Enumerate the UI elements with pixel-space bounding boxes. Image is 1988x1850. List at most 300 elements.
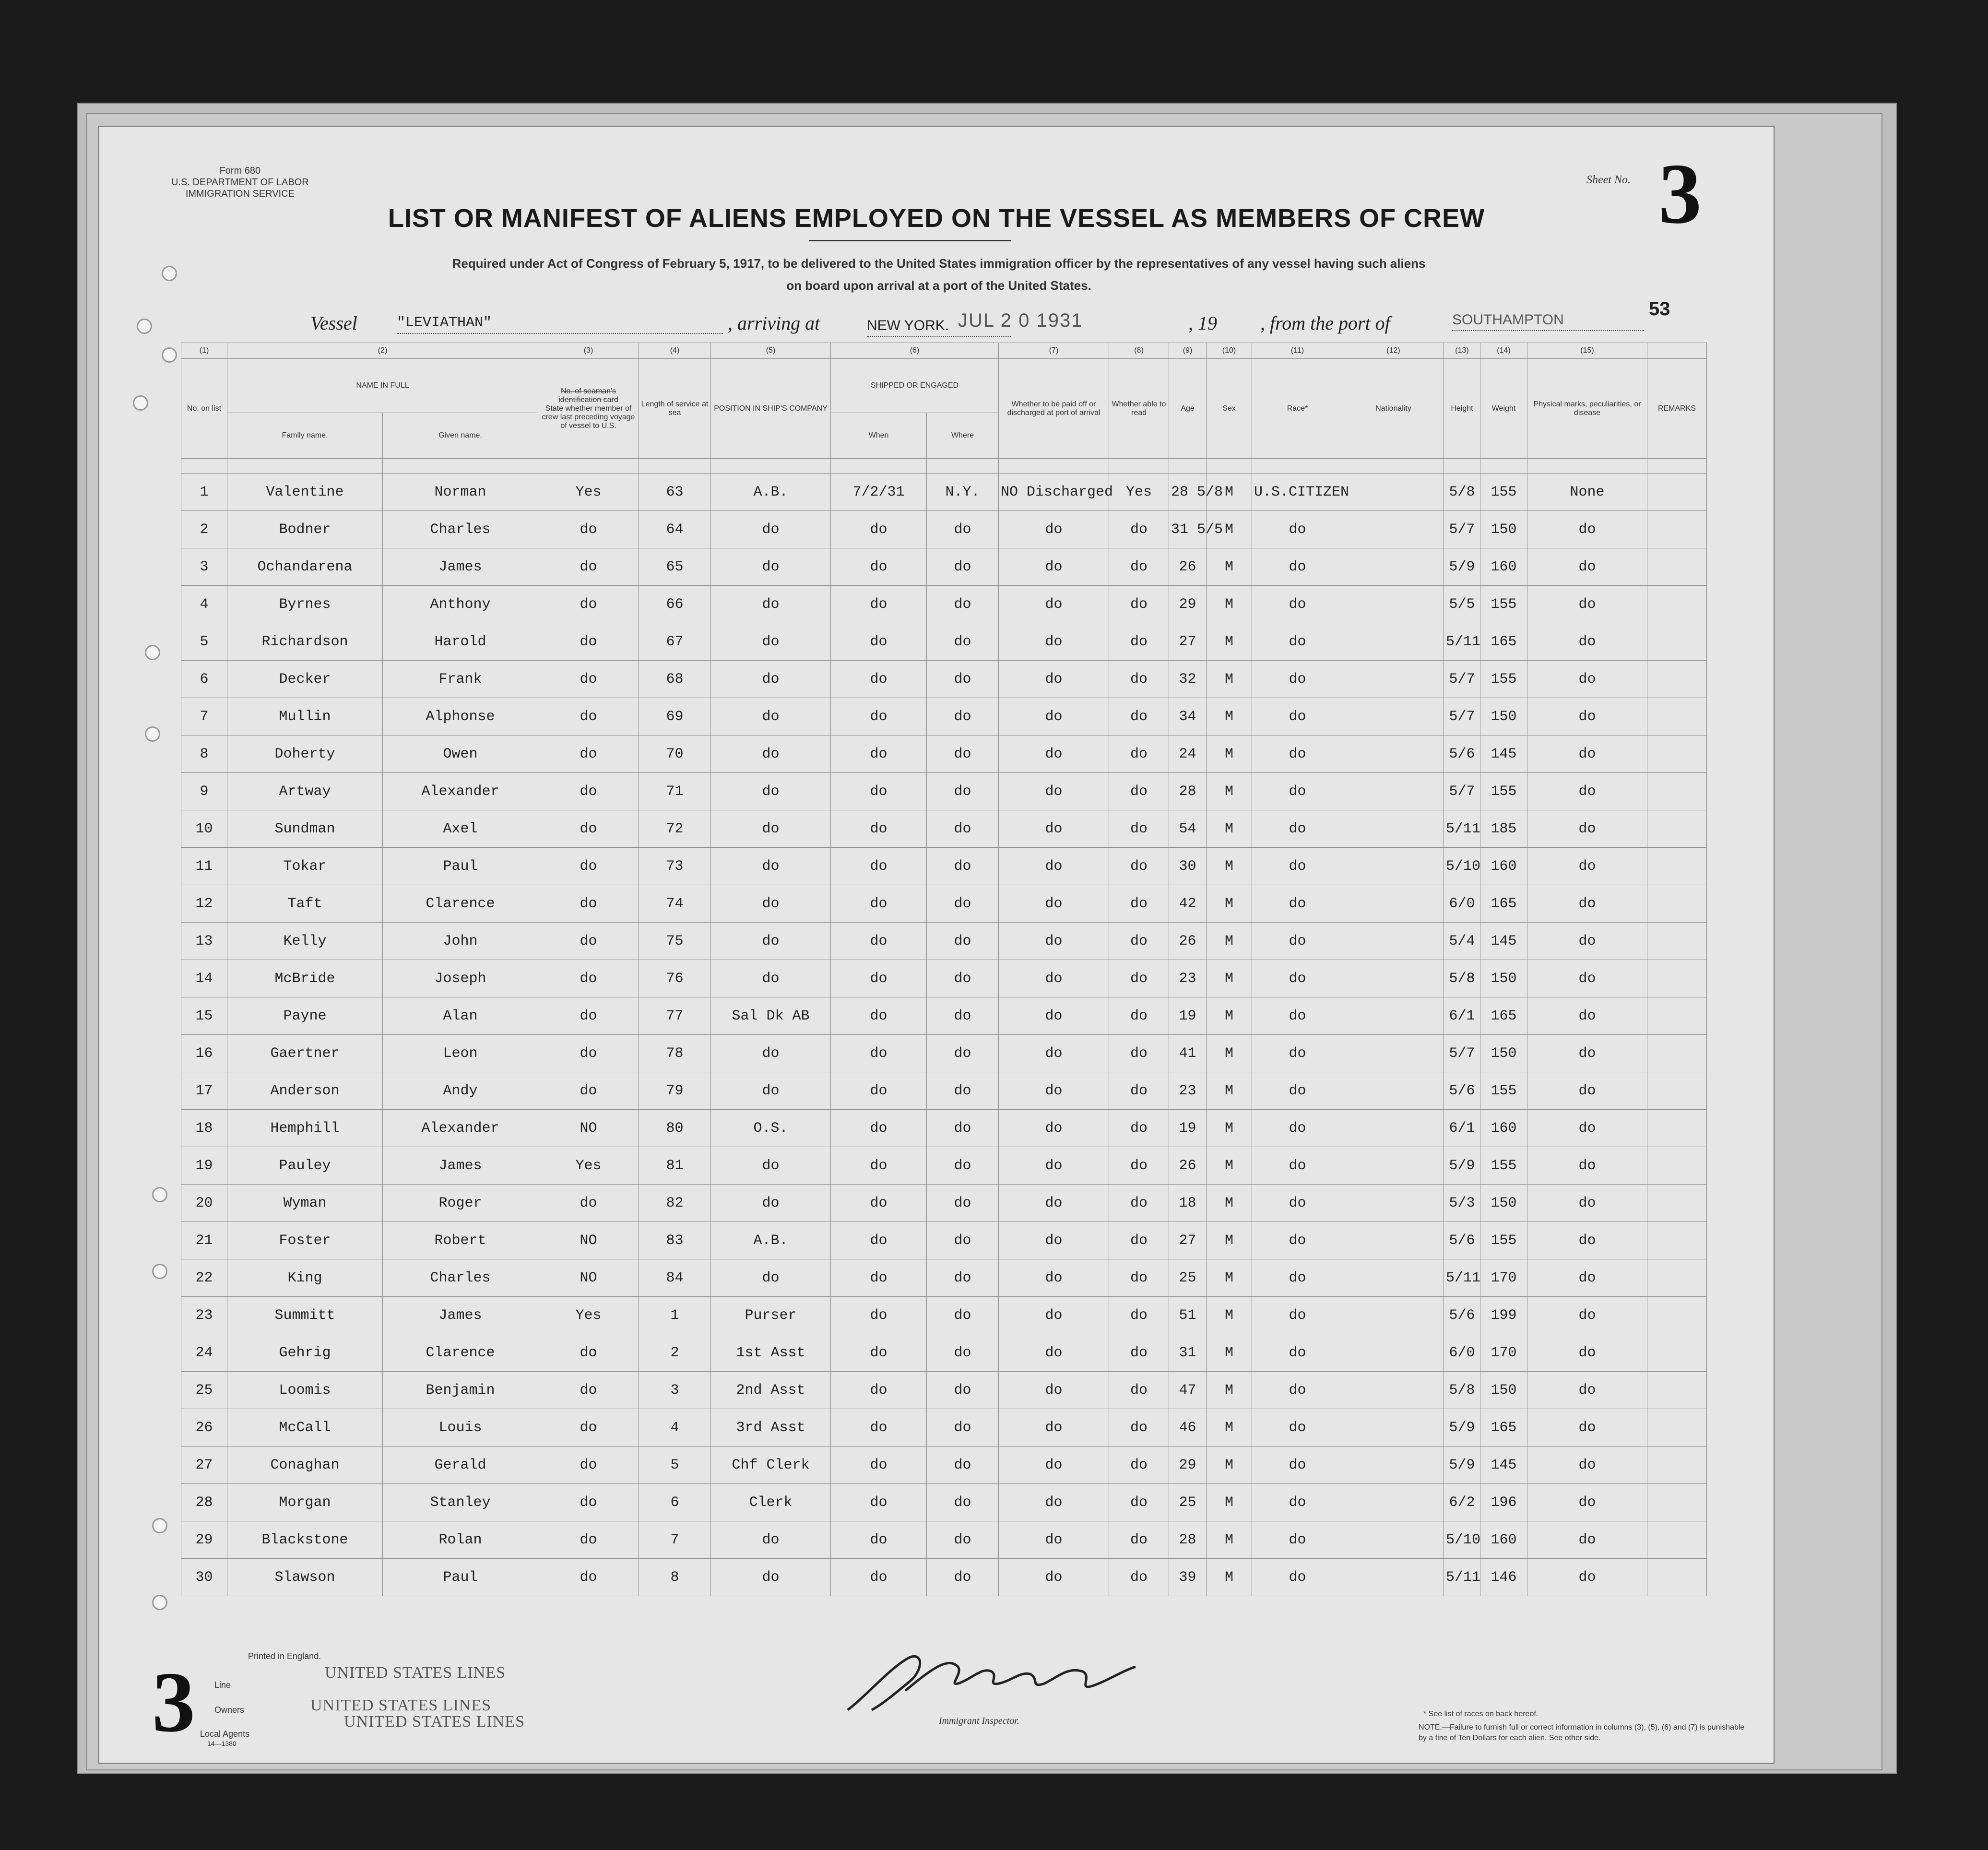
service-length-cell: 84 [639, 1259, 711, 1297]
table-row [181, 773, 1707, 810]
column-header-row [181, 359, 1707, 413]
remarks-cell [1647, 623, 1707, 661]
shipped-where-cell: do [927, 623, 999, 661]
shipped-where-cell: do [927, 1035, 999, 1072]
shipped-when-cell: do [831, 548, 927, 586]
nationality-cell [1343, 923, 1444, 960]
shipped-where-cell: do [927, 1259, 999, 1297]
position-cell: do [711, 1259, 831, 1297]
family-name-cell: Morgan [227, 1484, 383, 1521]
table-row [181, 997, 1707, 1035]
age-cell: 18 [1169, 1185, 1207, 1222]
row-number-cell: 16 [181, 1035, 227, 1072]
family-name-cell: Anderson [227, 1072, 383, 1110]
fine-note: NOTE.—Failure to furnish full or correct information in columns (3), (5), (6) and (7) is punishable by a fine of Ten Dollars for each alien. See other side. [1419, 1723, 1745, 1742]
remarks-cell [1647, 1409, 1707, 1447]
position-cell: do [711, 511, 831, 548]
shipped-when-cell: do [831, 997, 927, 1035]
page-title: LIST OR MANIFEST OF ALIENS EMPLOYED ON THE VESSEL AS MEMBERS OF CREW [388, 204, 1485, 233]
race-cell: do [1252, 960, 1343, 997]
paid-off-cell: do [999, 810, 1109, 848]
physical-marks-cell: do [1527, 997, 1647, 1035]
weight-cell: 150 [1480, 1372, 1527, 1409]
punch-hole [162, 347, 177, 363]
remarks-cell [1647, 1297, 1707, 1334]
height-cell: 5/4 [1444, 923, 1480, 960]
height-cell: 5/7 [1444, 511, 1480, 548]
previous-voyage-cell: do [538, 810, 639, 848]
row-number-cell: 20 [181, 1185, 227, 1222]
height-cell: 5/9 [1444, 1447, 1480, 1484]
header-no-on-list: No. on list [181, 359, 227, 459]
physical-marks-cell: do [1527, 586, 1647, 623]
service-length-cell: 4 [639, 1409, 711, 1447]
sex-cell: M [1207, 997, 1252, 1035]
crew-table-body [181, 459, 1707, 1596]
previous-voyage-cell: do [538, 548, 639, 586]
family-name-cell: Gehrig [227, 1334, 383, 1372]
able-to-read-cell: do [1109, 810, 1169, 848]
weight-cell: 196 [1480, 1484, 1527, 1521]
year-label: , 19 [1188, 312, 1217, 334]
header-nationality: Nationality [1343, 359, 1444, 459]
table-row [181, 1147, 1707, 1185]
able-to-read-cell: do [1109, 1110, 1169, 1147]
nationality-cell [1343, 1559, 1444, 1596]
shipped-when-cell: do [831, 698, 927, 735]
height-cell: 6/0 [1444, 1334, 1480, 1372]
column-number-row [181, 343, 1707, 359]
shipped-where-cell: do [927, 1297, 999, 1334]
sex-cell: M [1207, 1484, 1252, 1521]
footer-sheet-number: 3 [152, 1654, 195, 1750]
age-cell: 26 [1169, 1147, 1207, 1185]
position-cell: do [711, 1147, 831, 1185]
given-name-cell: Andy [383, 1072, 538, 1110]
weight-cell: 150 [1480, 960, 1527, 997]
sex-cell: M [1207, 1072, 1252, 1110]
nationality-cell [1343, 474, 1444, 511]
shipped-where-cell: do [927, 1372, 999, 1409]
family-name-cell: Slawson [227, 1559, 383, 1596]
age-cell: 19 [1169, 997, 1207, 1035]
physical-marks-cell: do [1527, 511, 1647, 548]
paid-off-cell: do [999, 923, 1109, 960]
table-row [181, 810, 1707, 848]
family-name-cell: Summitt [227, 1297, 383, 1334]
family-name-cell: Artway [227, 773, 383, 810]
race-cell: do [1252, 923, 1343, 960]
able-to-read-cell: do [1109, 1409, 1169, 1447]
physical-marks-cell: do [1527, 1521, 1647, 1559]
physical-marks-cell: do [1527, 1484, 1647, 1521]
line-stamp: UNITED STATES LINES [325, 1664, 506, 1682]
previous-voyage-cell: do [538, 661, 639, 698]
physical-marks-cell: do [1527, 1110, 1647, 1147]
remarks-cell [1647, 885, 1707, 923]
service-length-cell: 68 [639, 661, 711, 698]
age-cell: 39 [1169, 1559, 1207, 1596]
physical-marks-cell: do [1527, 885, 1647, 923]
shipped-when-cell: do [831, 1521, 927, 1559]
family-name-cell: Sundman [227, 810, 383, 848]
row-number-cell: 25 [181, 1372, 227, 1409]
remarks-cell [1647, 735, 1707, 773]
nationality-cell [1343, 885, 1444, 923]
nationality-cell [1343, 1484, 1444, 1521]
row-number-cell: 18 [181, 1110, 227, 1147]
shipped-where-cell: do [927, 586, 999, 623]
col-num: (13) [1444, 343, 1480, 359]
weight-cell: 146 [1480, 1559, 1527, 1596]
remarks-cell [1647, 1035, 1707, 1072]
service-length-cell: 78 [639, 1035, 711, 1072]
height-cell: 5/10 [1444, 1521, 1480, 1559]
race-cell: do [1252, 997, 1343, 1035]
service-length-cell: 65 [639, 548, 711, 586]
paid-off-cell: do [999, 1147, 1109, 1185]
agents-code: 14—1380 [207, 1740, 237, 1747]
position-cell: do [711, 848, 831, 885]
row-number-cell: 2 [181, 511, 227, 548]
height-cell: 5/7 [1444, 698, 1480, 735]
height-cell: 5/6 [1444, 1297, 1480, 1334]
age-cell: 28 [1169, 1521, 1207, 1559]
agents-stamp: UNITED STATES LINES [344, 1713, 525, 1731]
age-cell: 23 [1169, 960, 1207, 997]
family-name-cell: Kelly [227, 923, 383, 960]
race-cell: do [1252, 623, 1343, 661]
height-cell: 5/6 [1444, 1072, 1480, 1110]
service-length-cell: 74 [639, 885, 711, 923]
nationality-cell [1343, 1409, 1444, 1447]
given-name-cell: Alan [383, 997, 538, 1035]
header-name-in-full: NAME IN FULL [227, 359, 538, 413]
able-to-read-cell: do [1109, 623, 1169, 661]
table-row [181, 1484, 1707, 1521]
header-where: Where [927, 413, 999, 459]
sex-cell: M [1207, 1110, 1252, 1147]
remarks-cell [1647, 1147, 1707, 1185]
subtitle-line-1: Required under Act of Congress of February 5, 1917, to be delivered to the United States immigration officer by the representatives of any vessel having such aliens [452, 256, 1426, 271]
remarks-cell [1647, 1259, 1707, 1297]
owners-label: Owners [214, 1705, 245, 1715]
family-name-cell: Decker [227, 661, 383, 698]
remarks-cell [1647, 1447, 1707, 1484]
height-cell: 5/9 [1444, 1147, 1480, 1185]
sex-cell: M [1207, 1372, 1252, 1409]
age-cell: 27 [1169, 1222, 1207, 1259]
physical-marks-cell: do [1527, 623, 1647, 661]
table-row [181, 623, 1707, 661]
header-service-length: Length of service at sea [639, 359, 711, 459]
shipped-where-cell: do [927, 773, 999, 810]
shipped-when-cell: do [831, 1035, 927, 1072]
sex-cell: M [1207, 1222, 1252, 1259]
shipped-when-cell: do [831, 735, 927, 773]
shipped-when-cell: do [831, 1259, 927, 1297]
weight-cell: 165 [1480, 1409, 1527, 1447]
remarks-cell [1647, 773, 1707, 810]
race-cell: do [1252, 1259, 1343, 1297]
agents-label: Local Agents [200, 1729, 250, 1739]
family-name-cell: Blackstone [227, 1521, 383, 1559]
nationality-cell [1343, 997, 1444, 1035]
age-cell: 54 [1169, 810, 1207, 848]
physical-marks-cell: do [1527, 810, 1647, 848]
remarks-cell [1647, 1334, 1707, 1372]
row-number-cell: 11 [181, 848, 227, 885]
shipped-when-cell: do [831, 960, 927, 997]
nationality-cell [1343, 1259, 1444, 1297]
row-number-cell: 28 [181, 1484, 227, 1521]
weight-cell: 170 [1480, 1259, 1527, 1297]
nationality-cell [1343, 1372, 1444, 1409]
given-name-cell: John [383, 923, 538, 960]
physical-marks-cell: do [1527, 848, 1647, 885]
shipped-where-cell: do [927, 1147, 999, 1185]
sex-cell: M [1207, 923, 1252, 960]
race-cell: do [1252, 885, 1343, 923]
sex-cell: M [1207, 474, 1252, 511]
service-length-cell: 75 [639, 923, 711, 960]
position-cell: do [711, 810, 831, 848]
header-paid-off: Whether to be paid off or discharged at port of arrival [999, 359, 1109, 459]
age-cell: 41 [1169, 1035, 1207, 1072]
age-cell: 31 5/5 [1169, 511, 1207, 548]
able-to-read-cell: do [1109, 923, 1169, 960]
given-name-cell: James [383, 1147, 538, 1185]
header-age: Age [1169, 359, 1207, 459]
race-cell: do [1252, 661, 1343, 698]
table-row [181, 1035, 1707, 1072]
remarks-cell [1647, 810, 1707, 848]
nationality-cell [1343, 548, 1444, 586]
remarks-cell [1647, 698, 1707, 735]
table-spacer-row [181, 459, 1707, 474]
table-row [181, 511, 1707, 548]
paid-off-cell: do [999, 735, 1109, 773]
age-cell: 34 [1169, 698, 1207, 735]
race-cell: do [1252, 1447, 1343, 1484]
weight-cell: 155 [1480, 773, 1527, 810]
col-num: (3) [538, 343, 639, 359]
remarks-cell [1647, 960, 1707, 997]
age-cell: 28 5/8 [1169, 474, 1207, 511]
position-cell: A.B. [711, 474, 831, 511]
previous-voyage-cell: NO [538, 1110, 639, 1147]
sex-cell: M [1207, 1259, 1252, 1297]
paid-off-cell: do [999, 623, 1109, 661]
paid-off-cell: do [999, 1259, 1109, 1297]
nationality-cell [1343, 1185, 1444, 1222]
header-remarks: REMARKS [1647, 359, 1707, 459]
service-length-cell: 83 [639, 1222, 711, 1259]
previous-voyage-cell: do [538, 1185, 639, 1222]
weight-cell: 150 [1480, 698, 1527, 735]
family-name-cell: Conaghan [227, 1447, 383, 1484]
remarks-cell [1647, 586, 1707, 623]
table-row [181, 1222, 1707, 1259]
shipped-where-cell: do [927, 848, 999, 885]
able-to-read-cell: do [1109, 1484, 1169, 1521]
row-number-cell: 6 [181, 661, 227, 698]
col-num: (6) [831, 343, 999, 359]
able-to-read-cell: do [1109, 1559, 1169, 1596]
given-name-cell: Louis [383, 1409, 538, 1447]
height-cell: 6/1 [1444, 1110, 1480, 1147]
shipped-where-cell: do [927, 661, 999, 698]
position-cell: do [711, 1521, 831, 1559]
service-length-cell: 66 [639, 586, 711, 623]
nationality-cell [1343, 698, 1444, 735]
height-cell: 5/7 [1444, 661, 1480, 698]
race-cell: do [1252, 548, 1343, 586]
weight-cell: 165 [1480, 997, 1527, 1035]
previous-voyage-cell: Yes [538, 474, 639, 511]
shipped-where-cell: do [927, 511, 999, 548]
shipped-when-cell: do [831, 511, 927, 548]
header-physical-marks: Physical marks, peculiarities, or disease [1527, 359, 1647, 459]
shipped-where-cell: do [927, 810, 999, 848]
paid-off-cell: do [999, 1072, 1109, 1110]
given-name-cell: Robert [383, 1222, 538, 1259]
service-length-cell: 6 [639, 1484, 711, 1521]
age-cell: 29 [1169, 1447, 1207, 1484]
race-cell: do [1252, 586, 1343, 623]
table-row [181, 474, 1707, 511]
previous-voyage-cell: do [538, 1072, 639, 1110]
shipped-when-cell: do [831, 1447, 927, 1484]
age-cell: 24 [1169, 735, 1207, 773]
shipped-when-cell: do [831, 623, 927, 661]
given-name-cell: James [383, 548, 538, 586]
nationality-cell [1343, 960, 1444, 997]
height-cell: 5/11 [1444, 1559, 1480, 1596]
remarks-cell [1647, 1110, 1707, 1147]
row-number-cell: 24 [181, 1334, 227, 1372]
able-to-read-cell: do [1109, 848, 1169, 885]
paid-off-cell: do [999, 586, 1109, 623]
physical-marks-cell: do [1527, 1447, 1647, 1484]
race-cell: do [1252, 1035, 1343, 1072]
header-position: POSITION IN SHIP'S COMPANY [711, 359, 831, 459]
able-to-read-cell: do [1109, 885, 1169, 923]
family-name-cell: Valentine [227, 474, 383, 511]
previous-voyage-cell: Yes [538, 1297, 639, 1334]
race-note: * See list of races on back hereof. [1423, 1710, 1538, 1718]
sex-cell: M [1207, 623, 1252, 661]
paid-off-cell: do [999, 1559, 1109, 1596]
able-to-read-cell: do [1109, 1297, 1169, 1334]
remarks-cell [1647, 548, 1707, 586]
previous-voyage-cell: do [538, 623, 639, 661]
age-cell: 26 [1169, 548, 1207, 586]
race-cell: do [1252, 1222, 1343, 1259]
header-sex: Sex [1207, 359, 1252, 459]
family-name-cell: McCall [227, 1409, 383, 1447]
weight-cell: 160 [1480, 548, 1527, 586]
table-row [181, 848, 1707, 885]
able-to-read-cell: do [1109, 1035, 1169, 1072]
sex-cell: M [1207, 1559, 1252, 1596]
remarks-cell [1647, 1372, 1707, 1409]
row-number-cell: 3 [181, 548, 227, 586]
col-num: (1) [181, 343, 227, 359]
shipped-where-cell: do [927, 1447, 999, 1484]
height-cell: 5/8 [1444, 960, 1480, 997]
table-row [181, 1447, 1707, 1484]
weight-cell: 185 [1480, 810, 1527, 848]
height-cell: 5/8 [1444, 474, 1480, 511]
paid-off-cell: do [999, 1409, 1109, 1447]
table-row [181, 698, 1707, 735]
race-cell: do [1252, 1110, 1343, 1147]
paid-off-cell: do [999, 1110, 1109, 1147]
service-length-cell: 72 [639, 810, 711, 848]
service-length-cell: 2 [639, 1334, 711, 1372]
height-cell: 5/11 [1444, 1259, 1480, 1297]
paid-off-cell: do [999, 1521, 1109, 1559]
position-cell: do [711, 1185, 831, 1222]
race-cell: do [1252, 1185, 1343, 1222]
given-name-cell: Anthony [383, 586, 538, 623]
position-cell: 2nd Asst [711, 1372, 831, 1409]
nationality-cell [1343, 810, 1444, 848]
given-name-cell: Norman [383, 474, 538, 511]
sex-cell: M [1207, 511, 1252, 548]
able-to-read-cell: do [1109, 661, 1169, 698]
given-name-cell: Clarence [383, 1334, 538, 1372]
previous-voyage-cell: NO [538, 1259, 639, 1297]
weight-cell: 150 [1480, 1035, 1527, 1072]
service-length-cell: 71 [639, 773, 711, 810]
nationality-cell [1343, 511, 1444, 548]
title-underline [809, 240, 1011, 241]
sex-cell: M [1207, 586, 1252, 623]
col-num: (14) [1480, 343, 1527, 359]
remarks-cell [1647, 923, 1707, 960]
able-to-read-cell: Yes [1109, 474, 1169, 511]
sex-cell: M [1207, 810, 1252, 848]
line-label: Line [214, 1680, 231, 1690]
row-number-cell: 5 [181, 623, 227, 661]
remarks-cell [1647, 1072, 1707, 1110]
weight-cell: 150 [1480, 1185, 1527, 1222]
weight-cell: 160 [1480, 848, 1527, 885]
service-length-cell: 73 [639, 848, 711, 885]
header-previous-voyage [538, 359, 639, 459]
physical-marks-cell: do [1527, 698, 1647, 735]
header-shipped-engaged: SHIPPED OR ENGAGED [831, 359, 999, 413]
shipped-where-cell: do [927, 698, 999, 735]
service-length-cell: 77 [639, 997, 711, 1035]
sex-cell: M [1207, 960, 1252, 997]
able-to-read-cell: do [1109, 773, 1169, 810]
row-number-cell: 7 [181, 698, 227, 735]
service-length-cell: 69 [639, 698, 711, 735]
weight-cell: 155 [1480, 1222, 1527, 1259]
service-length-cell: 80 [639, 1110, 711, 1147]
position-cell: do [711, 923, 831, 960]
nationality-cell [1343, 1334, 1444, 1372]
sex-cell: M [1207, 1334, 1252, 1372]
punch-hole [152, 1264, 167, 1279]
position-cell: A.B. [711, 1222, 831, 1259]
paid-off-cell: do [999, 1484, 1109, 1521]
col-num: (9) [1169, 343, 1207, 359]
race-cell: do [1252, 810, 1343, 848]
